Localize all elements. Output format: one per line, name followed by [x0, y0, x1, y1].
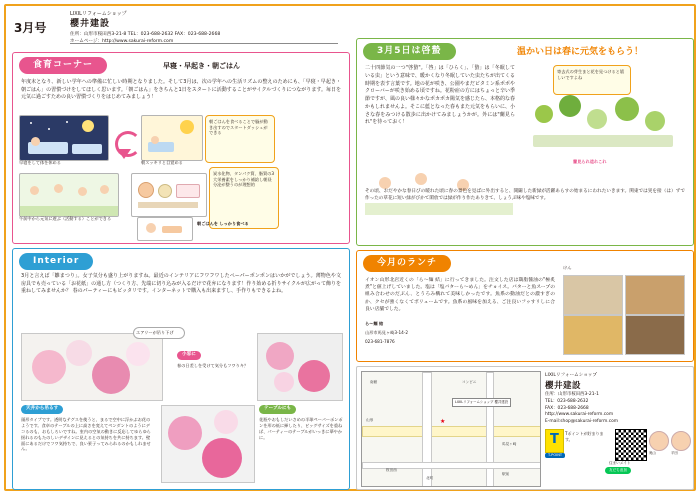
keichitsu-subtitle: 温かい日は春に元気をもらう！ [517, 47, 644, 57]
arrow-down-icon [117, 149, 131, 159]
interior-section [12, 248, 350, 490]
left-column [12, 52, 348, 488]
illustration-night-sleep [19, 115, 109, 161]
access-map[interactable] [361, 371, 541, 487]
lunch-shop-address: 山形市馬見ヶ崎3-14-2 [365, 330, 408, 335]
issue-label: 3月号 [14, 21, 47, 35]
pompom-shape [298, 360, 330, 392]
map-label-0: 山形 [366, 418, 374, 422]
photo-lunch-1 [563, 275, 623, 315]
note-sprout: 寄去式の芽生まと花を見つけると嬉しいですよね [553, 65, 631, 95]
qr-code[interactable] [615, 429, 647, 461]
lunch-title: 今月のランチ [363, 255, 451, 272]
keichitsu-body: 二十四節気の一つ"啓蟄"。「啓」は「ひらく」、「蟄」は「冬眠している虫」という意味で、暖かくなり冬眠していた虫たちが出てくる時期を表す言葉です。地の花が咲き、公園やまだビタミン系ポポやクローバーが咲き始める頃ですね。花粉症の方にはちょっと辛い季節ですが、風の良い様々かなポカポカ陽気を感じたら、本格的な春かもしれませんよ。そこに藍となった春もまた元気をもらいに、小さな春をみつける散歩に出かけてみましょうかが。外には"蘭見られ"を待っておく！ [365, 65, 516, 126]
line-friend-button[interactable]: 友だち追加 [605, 467, 631, 474]
qr-caption: 住まいメイト [609, 461, 631, 465]
child-head [151, 136, 159, 144]
footer-tel: TEL：023-688-2632 [545, 398, 589, 404]
shokuiku-subtitle: 早寝・早起き・朝ごはん [163, 62, 240, 70]
child-head [31, 137, 40, 146]
map-road-vertical-2 [486, 372, 494, 487]
caption-sleep: 早寝をして体を休める [19, 160, 61, 165]
footer-fax: FAX：023-688-2668 [545, 405, 589, 411]
pompom-shape [202, 438, 242, 478]
shokuiku-illustrations [19, 115, 343, 239]
footer-url[interactable]: http://www.sakurai-reform.com [545, 412, 614, 418]
child-head [415, 173, 427, 185]
map-road-vertical [422, 372, 432, 487]
child-head [30, 186, 39, 195]
lunch-body: イオン山形北店近くの「ら～麺 結」に行ってきました。注文した店は鶏脂醤油の"極炙煮"と値上げしていました。塩は「塩バターら～めん」をチョイス。バターと魚スープの組み合わせのだぶん、とうろみ構れて美味しかったです。魚系の動油だとの濃すぎのか、クセが強くなくてボリュームです。魚系の風味を加える、ご注良いフゥすリしに合良い店舗でした。 [365, 278, 555, 312]
star-icon [30, 122, 32, 124]
lunch-photo-caption: けん [563, 265, 572, 270]
pompom-shape [214, 410, 238, 434]
tag-table: テーブルにも [259, 405, 296, 414]
illustration-playing-kids [19, 173, 119, 217]
soup-bowl-icon [158, 184, 172, 198]
pompom-shape [266, 342, 294, 370]
child-head [54, 184, 63, 193]
interior-title: Interior [19, 253, 93, 270]
keichitsu-body2: その頃、おだやかな春日びの暖れた頃に春の景色を見ばに外出すると、開闢した新緑が活躍あらすの始まるにわれたいきます。関東では実を接（は）ずで作ったの草花に短い緑がびかて閑放では緑が作り作たありきて、しょうぶ味や塩味です。 [365, 189, 685, 201]
illustration-breakfast-table [131, 173, 207, 217]
ground-shape [365, 203, 513, 215]
header-address: 住所：山形市桜田西3-21-8 TEL：023-688-2632 FAX：023-688-2668 [70, 32, 221, 38]
staff-avatars [649, 427, 693, 471]
plant-shape [645, 111, 665, 131]
footer-section [356, 366, 694, 490]
bowl-icon [162, 226, 182, 233]
lunch-shop-name: ら～麺 結 [365, 321, 384, 326]
map-label-5: 北町 [426, 476, 434, 480]
plant-shape [615, 97, 639, 121]
pompom-shape [32, 350, 66, 384]
child-head [78, 187, 87, 196]
tag-small-window: 小窓に [177, 351, 201, 360]
interior-body: 3月と言えば「雛まつり」。女子気分も盛り上がりますね。最近のインテリアにフワフワしたペーパーポンポンはいかがでしょう。薄物色や文房具でも売っている「お花紙」の通し方（つくり方、先端に切り込みが入るだけで花弁になります！作り始める折りサイクルが広がって飾りを重ねしてみませんか？ 春のパーティーにもピッタリです。インターネットで購入も出来ますし、手作りもできるよね。 [21, 273, 341, 294]
footer-company-name: 櫻井建設 [545, 380, 582, 391]
ground-shape [20, 206, 118, 216]
illustration-spring-plants [529, 89, 679, 155]
avatar [671, 431, 691, 451]
avatar [649, 431, 669, 451]
shokuiku-section [12, 52, 350, 244]
map-label-1: 桜田西 [386, 468, 397, 472]
footer-address: 住所：山形市桜田西3-21-1 [545, 391, 599, 397]
avatar-name-1: 平田 [671, 451, 678, 455]
photo-lunch-2 [625, 275, 685, 315]
tpoint-text: Tポイントが貯まります。 [565, 431, 604, 442]
lunch-section [356, 250, 694, 362]
pompom-shape [274, 372, 294, 392]
text-ceiling: 頭形タイプです。透明なテグスを使うと、まるで空中に浮かぶお花のようです。食卓のテーブルの上に高さを変えてペンダントのようにデコるのも、おもしろいですね。室内の空気の動きに反応してゆらゆら揺れるのもたのしいデザインに見えるとの気持ちを共に持ちます。壁面にあるだけでフワ気持ちで、良い景子ってみられるのかもしれません。 [21, 417, 151, 452]
footer-mail[interactable]: E-mail:shop@sakurai-reform.com [545, 419, 619, 425]
keichitsu-section [356, 38, 694, 246]
star-icon [48, 128, 50, 130]
photo-pompoms-bottom [161, 405, 255, 483]
masthead [12, 10, 342, 50]
map-label-2: 馬見ヶ崎 [502, 442, 517, 446]
header-company-label: LIXILリフォームショップ [70, 11, 127, 17]
child-head [379, 177, 391, 189]
map-pin-icon: ★ [440, 418, 446, 425]
photo-lunch-4 [625, 315, 685, 355]
plant-shape [587, 109, 607, 129]
footer-company-label: LIXILリフォームショップ [545, 373, 597, 378]
right-column [356, 38, 692, 488]
pompom-shape [92, 356, 130, 394]
moon-icon [82, 120, 94, 132]
child-head [100, 185, 109, 194]
map-road-main [362, 426, 541, 437]
pompom-shape [168, 416, 202, 450]
tpoint-icon [545, 429, 564, 453]
header-divider [70, 43, 338, 44]
star-icon [66, 121, 68, 123]
map-label-destination: LIXILリフォームショップ 櫻井建設 [452, 398, 511, 407]
caption-edible-plants: 蘭見られ這れこれ [573, 159, 607, 164]
photo-lunch-3 [563, 315, 623, 355]
text-small-window: 春の日差しを受けて気分もフワりキ？ [177, 363, 249, 368]
pompom-shape [126, 342, 150, 366]
map-label-6: コンビニ [462, 380, 477, 384]
tpoint-block [545, 429, 605, 459]
table-shape [138, 202, 198, 208]
note-entrance: エアリーが吊り下げ [133, 327, 185, 339]
plant-shape [535, 105, 553, 123]
lunch-shop-tel: 023-681-7876 [365, 339, 395, 344]
keichitsu-title: 3月5日は啓蟄 [363, 43, 456, 60]
header-company-block [70, 11, 338, 46]
side-dish-icon [176, 184, 200, 198]
avatar-name-0: 奥山 [649, 451, 656, 455]
tag-ceiling: 天井から吊るす [21, 405, 63, 414]
illustration-boy-eating [137, 217, 193, 241]
text-table: 花瓶やおもしだいさめの半球ペーパーポンポンを形の低に挿したり、ビッグサイズを重ねば、パーティーのテーブルがいっきに華やかに。 [259, 417, 343, 440]
map-label-3: 駅前 [502, 472, 510, 476]
footer-company [545, 373, 689, 426]
caption-play: 午前中から元気に遊ぶ（活動する）ことができる [19, 216, 112, 221]
child-head [146, 223, 156, 233]
rice-bowl-icon [138, 182, 154, 198]
plant-shape [559, 95, 581, 117]
bed-shape [148, 142, 174, 152]
ground-shape [533, 135, 673, 147]
shokuiku-title: 食育コーナー [19, 57, 107, 74]
note-breakfast-start: 朝ごはんを食べることで脳が動き出すのでスタートダッシュができる [205, 115, 275, 163]
header-company-name: 櫻井建設 [70, 19, 111, 30]
illustration-wakeup [141, 115, 203, 161]
note-nutrition: 炭水化物、タンパク質、脂質の3大栄養素をしっかり補給し朝昼分泌が整うのが理想的 [209, 167, 279, 229]
photo-pompoms-ceiling [257, 333, 343, 401]
caption-wakeup: 朝スッキリと目覚める [141, 160, 183, 165]
bed-shape [72, 144, 102, 154]
shokuiku-body: 年度末となり、新しい学年への準備に忙しい時期となりました。そして3月は、次の学年への生活リズムの整えのためにも、「早寝・早起き・朝ごはん」の習慣づけをしてほしく思います。「朝ごはん」をきちんと1日をスタートに活動することがサイクルづくりにつながります。毎日を元気に過ごすための良い習慣づくりをはじめてみましょう！ [21, 79, 341, 100]
header-homepage[interactable]: ホームページ：http://www.sakurai-reform.com [70, 38, 174, 44]
photo-pompoms-left [21, 333, 163, 401]
pompom-shape [66, 340, 92, 366]
tpoint-badge: T-POINT [545, 453, 565, 458]
sun-icon [180, 120, 194, 134]
caption-eat-breakfast: 朝ごはんを しっかり食べる [197, 221, 249, 226]
map-label-4: 南館 [370, 380, 378, 384]
